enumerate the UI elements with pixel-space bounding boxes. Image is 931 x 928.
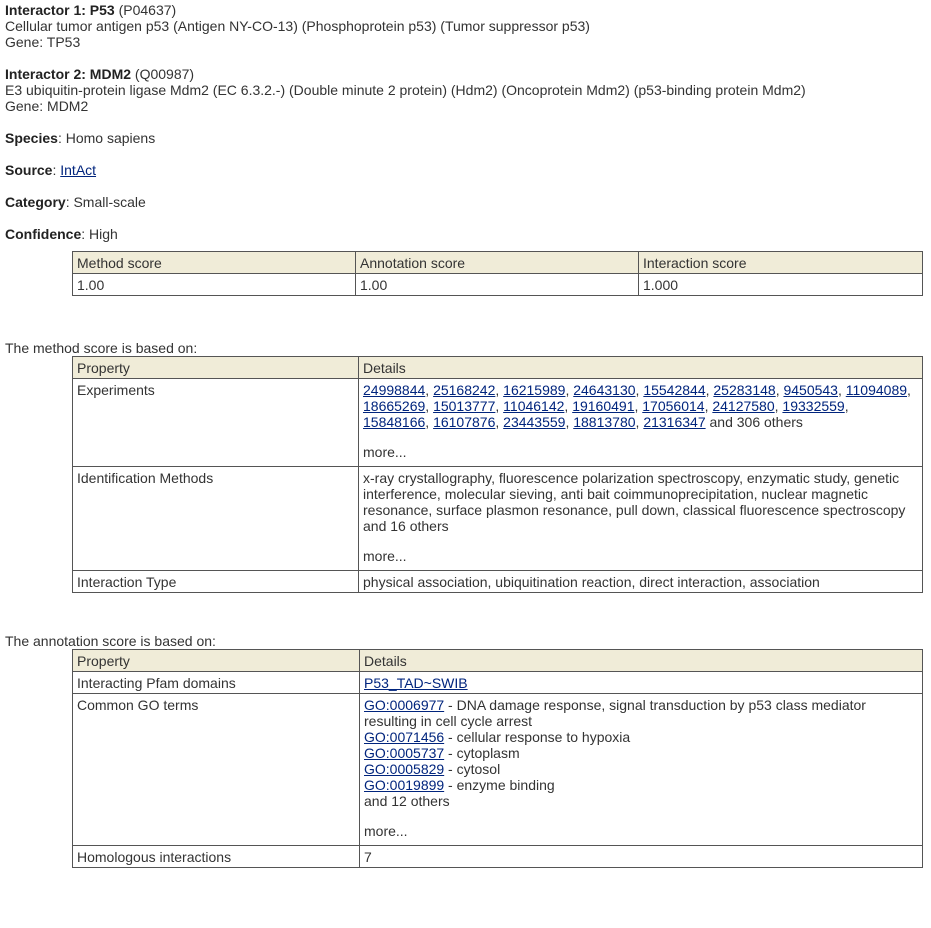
- experiments-label: Experiments: [73, 379, 359, 467]
- experiment-link[interactable]: 9450543: [783, 382, 838, 398]
- interaction-type-value: physical association, ubiquitination reaction, direct interaction, association: [359, 571, 923, 593]
- experiment-link[interactable]: 24127580: [712, 398, 775, 414]
- confidence-value: : High: [81, 226, 118, 242]
- experiment-link[interactable]: 25283148: [713, 382, 776, 398]
- category-label: Category: [5, 194, 66, 210]
- experiment-link[interactable]: 21316347: [643, 414, 706, 430]
- experiments-cell: [359, 379, 923, 467]
- experiment-link[interactable]: 15848166: [363, 414, 426, 430]
- interactor-2-description: E3 ubiquitin-protein ligase Mdm2 (EC 6.3.2.-) (Double minute 2 protein) (Hdm2) (Oncoprotein Mdm2) (p53-binding protein Mdm2): [5, 82, 806, 98]
- method-details-header: Details: [359, 357, 923, 379]
- pfam-domain-link[interactable]: P53_TAD~SWIB: [364, 675, 468, 691]
- interactor-1-gene: Gene: TP53: [5, 34, 81, 50]
- identification-methods-more-link[interactable]: more...: [363, 548, 407, 564]
- go-term-link[interactable]: GO:0006977: [364, 697, 445, 713]
- go-term-link[interactable]: GO:0005737: [364, 745, 445, 761]
- go-term-description: - cytosol: [444, 761, 501, 777]
- identification-methods-label: Identification Methods: [73, 467, 359, 571]
- source-sep: :: [52, 162, 61, 178]
- go-term-item: [364, 761, 918, 777]
- experiment-link[interactable]: 19332559: [782, 398, 845, 414]
- interactor-1-description: Cellular tumor antigen p53 (Antigen NY-CO-13) (Phosphoprotein p53) (Tumor suppressor p53): [5, 18, 590, 34]
- interactor-2-block: [5, 66, 931, 114]
- experiment-link[interactable]: 15542844: [643, 382, 706, 398]
- interactor-1-block: [5, 2, 931, 50]
- experiment-link[interactable]: 15013777: [433, 398, 496, 414]
- go-term-list: [364, 697, 918, 793]
- method-score-caption: The method score is based on:: [5, 340, 198, 356]
- interaction-score-header: Interaction score: [639, 252, 923, 274]
- homologous-label: Homologous interactions: [73, 846, 360, 868]
- confidence-line: [5, 226, 931, 242]
- identification-methods-cell: [359, 467, 923, 571]
- interactor-2-label: Interactor 2: MDM2: [5, 66, 132, 82]
- interactor-1-label: Interactor 1: P53: [5, 2, 115, 18]
- annotation-score-table: [72, 649, 923, 868]
- experiment-link[interactable]: 11094089: [845, 382, 908, 398]
- annotation-score-value: 1.00: [356, 274, 639, 296]
- interactor-2-accession: (Q00987): [134, 66, 195, 82]
- category-line: [5, 194, 931, 210]
- source-line: [5, 162, 931, 178]
- experiment-link[interactable]: 19160491: [572, 398, 635, 414]
- experiment-link[interactable]: 17056014: [642, 398, 705, 414]
- interaction-score-value: 1.000: [639, 274, 923, 296]
- experiment-links: 24998844, 25168242, 16215989, 24643130, 15542844, 25283148, 9450543, 11094089, 18665269, 15013777, 11046142, 19160491, 17056014, 24127580, 19332559, 15848166, 16107876, 23443559, 18813780, 21316347 and 306 others: [363, 382, 911, 430]
- go-terms-more-link[interactable]: more...: [364, 823, 408, 839]
- experiment-link[interactable]: 24643130: [573, 382, 636, 398]
- go-terms-cell: [360, 694, 923, 846]
- species-label: Species: [5, 130, 58, 146]
- homologous-value: 7: [360, 846, 923, 868]
- go-term-description: - cellular response to hypoxia: [444, 729, 631, 745]
- go-terms-more-text: and 12 others: [364, 793, 450, 809]
- go-term-link[interactable]: GO:0005829: [364, 761, 445, 777]
- annotation-details-header: Details: [360, 650, 923, 672]
- source-link-intact[interactable]: IntAct: [60, 162, 97, 178]
- interaction-type-label: Interaction Type: [73, 571, 359, 593]
- experiment-link[interactable]: 16107876: [433, 414, 496, 430]
- experiment-link[interactable]: 23443559: [503, 414, 566, 430]
- go-term-description: - cytoplasm: [444, 745, 520, 761]
- go-terms-label: Common GO terms: [73, 694, 360, 846]
- go-term-link[interactable]: GO:0019899: [364, 777, 445, 793]
- go-term-item: [364, 697, 918, 729]
- experiment-link[interactable]: 16215989: [503, 382, 566, 398]
- experiment-link[interactable]: 18665269: [363, 398, 426, 414]
- go-term-description: - DNA damage response, signal transduction by p53 class mediator resulting in cell cycle arrest: [364, 697, 866, 729]
- method-property-header: Property: [73, 357, 359, 379]
- annotation-property-header: Property: [73, 650, 360, 672]
- go-term-item: [364, 729, 918, 745]
- go-term-link[interactable]: GO:0071456: [364, 729, 445, 745]
- method-score-table: [72, 356, 923, 593]
- annotation-score-caption: The annotation score is based on:: [5, 633, 216, 649]
- experiment-link[interactable]: 11046142: [503, 398, 565, 414]
- source-label: Source: [5, 162, 53, 178]
- experiment-link[interactable]: 18813780: [573, 414, 636, 430]
- confidence-label: Confidence: [5, 226, 82, 242]
- species-line: [5, 130, 931, 146]
- species-value: : Homo sapiens: [57, 130, 156, 146]
- interactor-2-gene: Gene: MDM2: [5, 98, 89, 114]
- go-term-item: [364, 777, 918, 793]
- go-term-item: [364, 745, 918, 761]
- identification-methods-value: x-ray crystallography, fluorescence polarization spectroscopy, enzymatic study, genetic interference, molecular sieving, anti bait coimmunoprecipitation, nuclear magnetic resonance, surface plasmon resonance, pull down, classical fluorescence spectroscopy and 16 others: [363, 470, 906, 534]
- experiments-more-link[interactable]: more...: [363, 444, 407, 460]
- pfam-cell: [360, 672, 923, 694]
- method-score-value: 1.00: [73, 274, 356, 296]
- score-table: [72, 251, 923, 296]
- method-score-header: Method score: [73, 252, 356, 274]
- pfam-label: Interacting Pfam domains: [73, 672, 360, 694]
- annotation-score-header: Annotation score: [356, 252, 639, 274]
- go-term-description: - enzyme binding: [444, 777, 555, 793]
- experiments-others-text: and 306 others: [705, 414, 803, 430]
- experiment-link[interactable]: 25168242: [433, 382, 496, 398]
- category-value: : Small-scale: [65, 194, 146, 210]
- interactor-1-accession: (P04637): [118, 2, 177, 18]
- experiment-link[interactable]: 24998844: [363, 382, 426, 398]
